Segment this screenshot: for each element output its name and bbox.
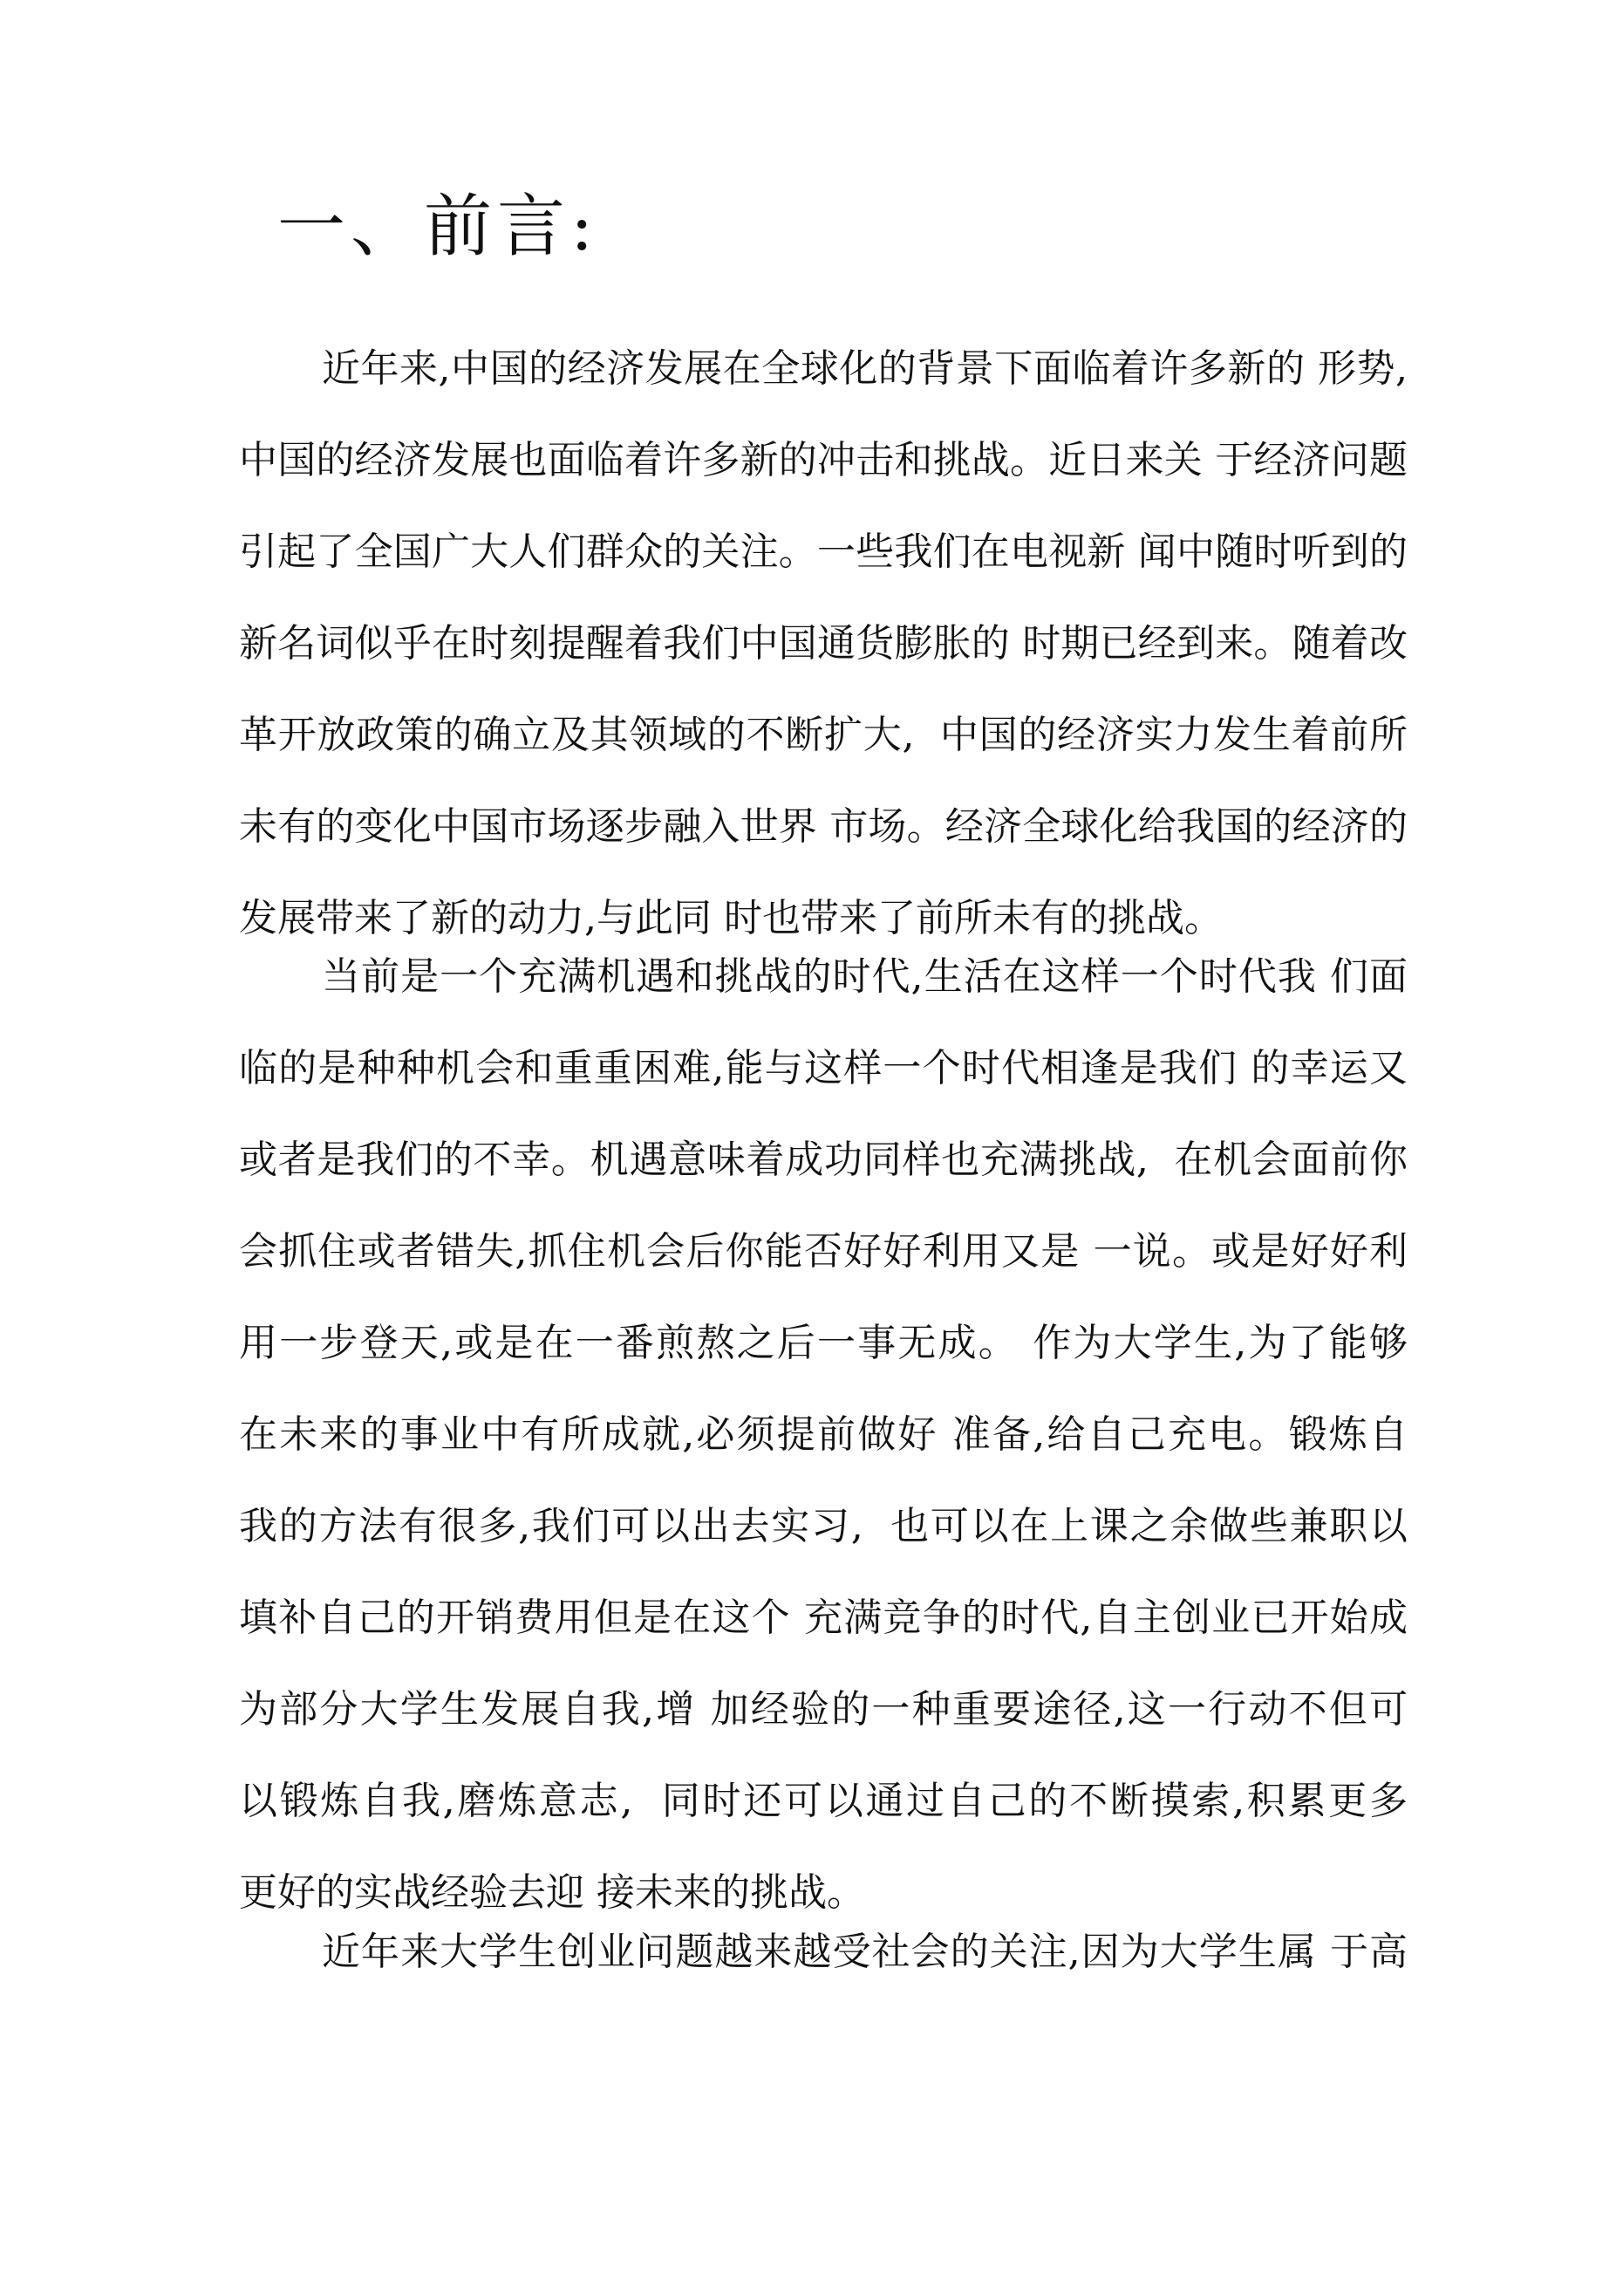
text-line: 用一步登天,或是在一番煎熬之后一事无成。 作为大学生,为了能够 (239, 1321, 1408, 1365)
paragraph-3 (239, 1906, 1408, 1998)
text-line: 引起了全国广大人们群众的关注。一些我们在电视新 闻中随时听到的 (239, 530, 1408, 574)
paragraph-1 (239, 323, 1408, 964)
text-line: 中国的经济发展也面临着许多新的冲击和挑战。近日来关 于经济问题 (239, 438, 1408, 482)
section-heading: 一、前言: (277, 188, 599, 266)
text-line: 革开放政策的确立及其领域的不断扩大, 中国的经济实力发生着前所 (239, 713, 1408, 757)
text-line: 发展带来了新的动力,与此同 时也带来了前所未有的挑战。 (239, 896, 1223, 940)
text-line: 填补自己的开销费用但是在这个 充满竞争的时代,自主创业已开始成 (239, 1596, 1408, 1640)
text-line: 未有的变化中国市场逐步融入世界 市场。经济全球化给我国的经济的 (239, 804, 1408, 849)
text-line: 近年来,中国的经济发展在全球化的背景下面临着许多新的 形势, (322, 346, 1408, 391)
text-line: 近年来大学生创业问题越来越受社会的关注,因为大学生属 于高 (322, 1930, 1408, 1974)
text-line: 更好的实战经验去迎 接未来的挑战。 (239, 1870, 865, 1915)
paragraph-2 (239, 931, 1408, 1938)
text-line: 以锻炼自我,磨炼意志, 同时还可以通过自己的不断摸索,积累更多 (239, 1779, 1408, 1823)
text-line: 新名词似乎在时刻提醒着我们中国通货膨胀的 时期已经到来。随着改 (239, 621, 1408, 666)
text-line: 在未来的事业中有所成就,必须提前做好 准备,给自己充电。锻炼自 (239, 1412, 1408, 1457)
text-line: 我的方法有很多,我们可以出去实习, 也可以在上课之余做些兼职以 (239, 1504, 1408, 1548)
text-line: 当前是一个充满机遇和挑战的时代,生活在这样一个时代我 们面 (322, 954, 1408, 999)
text-line: 或者是我们的不幸。机遇意味着成功同样也充满挑战, 在机会面前你 (239, 1138, 1408, 1182)
text-line: 临的是种种机会和重重困难,能与这样一个时代相逢是我们 的幸运又 (239, 1046, 1408, 1090)
text-line: 会抓住或者错失,抓住机会后你能否好好利用又是 一说。或是好好利 (239, 1229, 1408, 1274)
text-line: 为部分大学生发展自我,增 加经验的一种重要途径,这一行动不但可 (239, 1687, 1408, 1732)
